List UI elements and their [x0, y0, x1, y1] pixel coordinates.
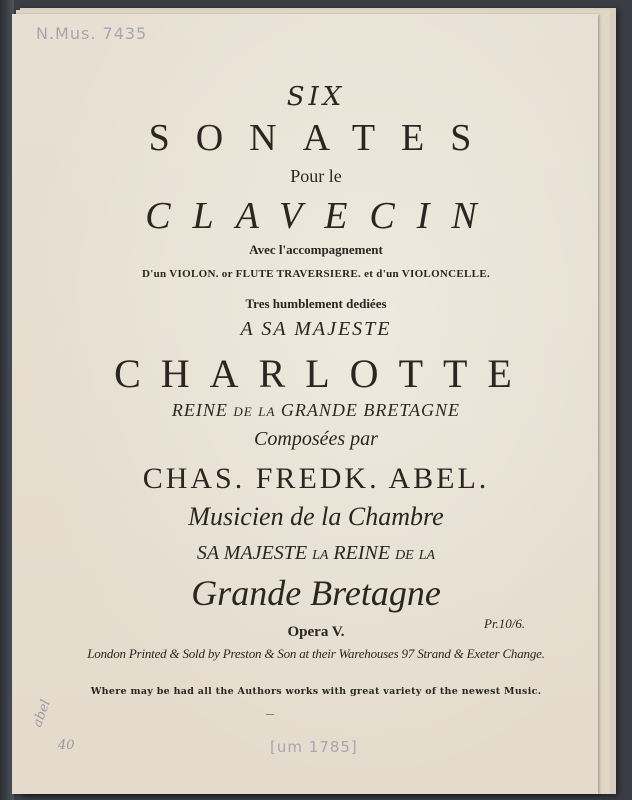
title-six: SIX: [286, 82, 346, 112]
dedicatee-title: REINE de la GRANDE BRETAGNE: [171, 400, 461, 420]
price-label: Pr.10/6.: [484, 616, 526, 631]
title-pour-le: Pour le: [290, 166, 342, 186]
composer-name: CHAS. FREDK. ABEL.: [142, 462, 490, 495]
plate-mark: [266, 714, 274, 715]
composer-patron-country: Grande Bretagne: [191, 573, 441, 613]
publisher-footer: Where may be had all the Authors works with great variety of the newest Music.: [90, 686, 542, 697]
composed-by-line: Composées par: [254, 428, 378, 450]
composer-patron: SA MAJESTE la REINE de la: [196, 542, 436, 564]
dedication-line: Tres humblement dediées: [245, 296, 387, 311]
opus-number: Opera V.: [287, 624, 345, 640]
dedicatee-name: CHARLOTTE: [114, 351, 532, 396]
composer-position: Musicien de la Chambre: [188, 502, 444, 531]
subtitle-accompaniment: Avec l'accompagnement: [249, 242, 383, 257]
pencil-number: 40: [58, 738, 75, 753]
subtitle-instruments: D'un VIOLON. or FLUTE TRAVERSIERE. et d'un VIOLONCELLE.: [141, 268, 491, 280]
title-sonates: SONATES: [148, 117, 498, 159]
publisher-imprint: London Printed & Sold by Preston & Son at their Warehouses 97 Strand & Exeter Change.: [87, 646, 545, 661]
pencil-annotation: abel: [30, 697, 54, 730]
dedication-majeste: A SA MAJESTE: [240, 318, 392, 340]
shelfmark-stamp: N.Mus. 7435: [36, 24, 148, 43]
date-annotation: [um 1785]: [270, 738, 358, 756]
title-clavecin: CLAVECIN: [145, 195, 499, 237]
